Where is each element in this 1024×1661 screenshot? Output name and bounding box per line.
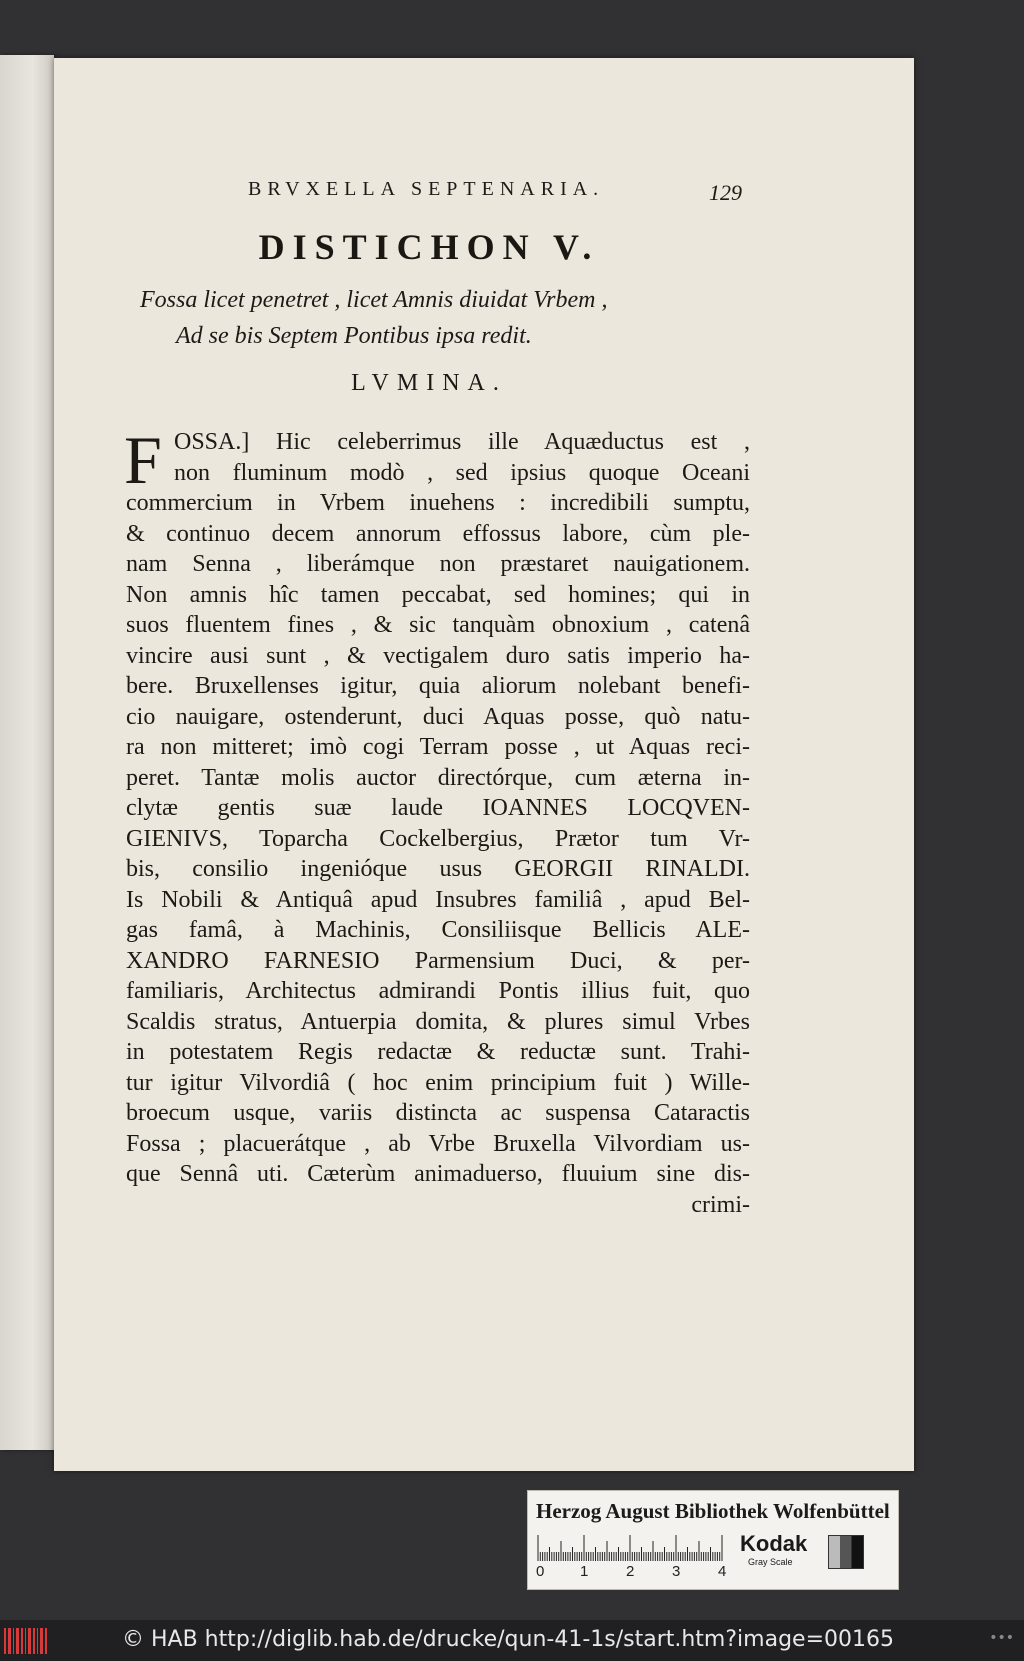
text-line: Fossa ; placuerátque , ab Vrbe Bruxella Vilvordiam us- bbox=[126, 1130, 750, 1157]
library-name: Herzog August Bibliothek Wolfenbüttel bbox=[536, 1499, 890, 1523]
text-line: in potestatem Regis redactæ & reductæ sunt. Trahi- bbox=[126, 1039, 750, 1065]
distich-line: Fossa licet penetret , licet Amnis diuidat Vrbem , bbox=[140, 287, 608, 313]
more-menu-icon[interactable]: ••• bbox=[989, 1630, 1014, 1646]
text-line: tur igitur Vilvordiâ ( hoc enim principium fuit ) Wille- bbox=[126, 1069, 750, 1096]
text-line: Scaldis stratus, Antuerpia domita, & plures simul Vrbes bbox=[126, 1008, 750, 1035]
text-line: que Sennâ uti. Cæterùm animaduerso, fluuium sine dis- bbox=[126, 1161, 750, 1187]
text-line: clytæ gentis suæ laude IOANNES LOCQVEN- bbox=[126, 795, 750, 821]
text-line: vincire ausi sunt , & vectigalem duro satis imperio ha- bbox=[126, 642, 750, 669]
running-title: BRVXELLA SEPTENARIA. bbox=[248, 178, 605, 200]
ruler-number: 2 bbox=[626, 1563, 635, 1580]
ruler-number: 0 bbox=[536, 1563, 545, 1580]
text-line: OSSA.] Hic celeberrimus ille Aquæductus est , bbox=[174, 429, 750, 455]
ruler-number: 4 bbox=[718, 1563, 727, 1580]
text-line: Is Nobili & Antiquâ apud Insubres familiâ , apud Bel- bbox=[126, 886, 750, 913]
kodak-logo: Kodak bbox=[740, 1531, 808, 1556]
text-line: bere. Bruxellenses igitur, quia aliorum nolebant benefi- bbox=[126, 673, 750, 699]
body-text bbox=[124, 422, 750, 1220]
left-page-edge bbox=[0, 55, 54, 1450]
barcode-icon[interactable] bbox=[4, 1626, 48, 1656]
ruler-ticks bbox=[538, 1535, 722, 1561]
drop-cap: F bbox=[124, 422, 162, 498]
text-line: non fluminum modò , sed ipsius quoque Oceani bbox=[174, 459, 750, 486]
ruler-number: 3 bbox=[672, 1563, 681, 1580]
text-line: XANDRO FARNESIO Parmensium Duci, & per- bbox=[126, 947, 750, 974]
text-line: familiaris, Architectus admirandi Pontis illius fuit, quo bbox=[126, 978, 750, 1004]
distich-line: Ad se bis Septem Pontibus ipsa redit. bbox=[176, 323, 532, 349]
ruler-numbers bbox=[536, 1563, 736, 1583]
text-line: suos fluentem fines , & sic tanquàm obnoxium , catenâ bbox=[126, 612, 750, 638]
text-line: nam Senna , liberámque non præstaret nauigationem. bbox=[126, 551, 750, 577]
color-scale-card bbox=[527, 1490, 899, 1590]
ruler bbox=[536, 1533, 731, 1563]
text-line: Non amnis hîc tamen peccabat, sed homines; qui in bbox=[126, 581, 750, 608]
page-heading: DISTICHON V. bbox=[258, 227, 600, 267]
running-head bbox=[192, 178, 742, 208]
text-line: & continuo decem annorum effossus labore, cùm ple- bbox=[126, 520, 750, 547]
text-line: ra non mitteret; imò cogi Terram posse , ut Aquas reci- bbox=[126, 734, 750, 760]
text-line: broecum usque, variis distincta ac suspensa Cataractis bbox=[126, 1100, 750, 1126]
status-bar bbox=[0, 1620, 1024, 1661]
ruler-number: 1 bbox=[580, 1563, 589, 1580]
text-line: peret. Tantæ molis auctor directórque, cum æterna in- bbox=[126, 764, 750, 791]
page-number: 129 bbox=[709, 180, 742, 205]
text-line: bis, consilio ingenióque usus GEORGII RINALDI. bbox=[126, 856, 750, 882]
permalink[interactable]: © HAB http://diglib.hab.de/drucke/qun-41-1s/start.htm?image=00165 bbox=[122, 1627, 894, 1652]
text-line: commercium in Vrbem inuehens : incredibili sumptu, bbox=[126, 490, 750, 516]
book-page bbox=[54, 58, 914, 1471]
kodak-subtitle: Gray Scale bbox=[748, 1557, 793, 1567]
section-subheading: LVMINA. bbox=[351, 370, 507, 396]
catchword: crimi- bbox=[691, 1191, 750, 1218]
text-line: gas famâ, à Machinis, Consiliisque Bellicis ALE- bbox=[126, 917, 750, 943]
text-line: GIENIVS, Toparcha Cockelbergius, Prætor tum Vr- bbox=[126, 825, 750, 852]
gray-patch bbox=[828, 1535, 864, 1569]
distich bbox=[140, 282, 740, 354]
text-line: cio nauigare, ostenderunt, duci Aquas posse, quò natu- bbox=[126, 703, 750, 730]
